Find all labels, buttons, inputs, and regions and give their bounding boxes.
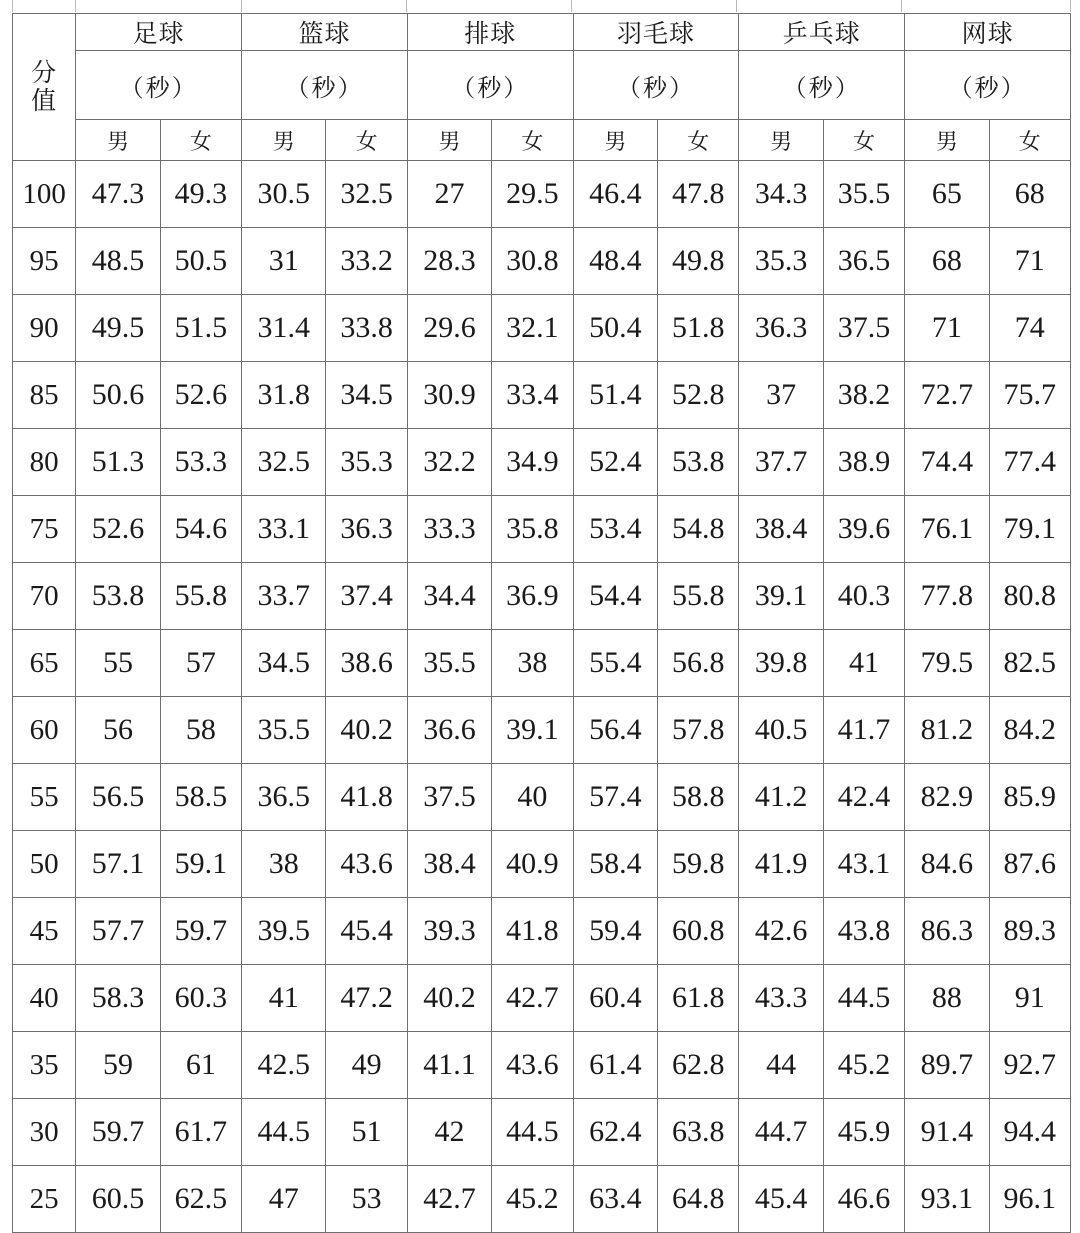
table-cell: 55.8	[160, 563, 241, 630]
table-cell: 60.3	[160, 965, 241, 1032]
table-cell: 54.6	[160, 496, 241, 563]
table-cell: 77.4	[989, 429, 1070, 496]
table-cell: 68	[905, 228, 989, 295]
table-cell: 44.7	[739, 1099, 823, 1166]
table-cell: 55.8	[658, 563, 739, 630]
table-cell: 38.9	[823, 429, 904, 496]
table-cell: 32.5	[326, 161, 407, 228]
table-cell: 48.5	[76, 228, 160, 295]
table-cell: 56.5	[76, 764, 160, 831]
table-cell: 44.5	[242, 1099, 326, 1166]
table-cell: 33.8	[326, 295, 407, 362]
table-cell: 74	[989, 295, 1070, 362]
table-cell: 35.5	[823, 161, 904, 228]
table-cell: 55.4	[573, 630, 657, 697]
table-cell: 85.9	[989, 764, 1070, 831]
table-cell: 53.8	[658, 429, 739, 496]
header-gender-male-soccer: 男	[76, 120, 160, 161]
table-cell: 38.4	[407, 831, 491, 898]
table-cell: 38.4	[739, 496, 823, 563]
header-gender-female-volleyball: 女	[492, 120, 573, 161]
table-cell: 58.8	[658, 764, 739, 831]
table-cell: 68	[989, 161, 1070, 228]
table-cell: 35.3	[326, 429, 407, 496]
table-row	[13, 228, 1071, 295]
table-row	[13, 429, 1071, 496]
table-cell: 36.9	[492, 563, 573, 630]
table-cell: 58.5	[160, 764, 241, 831]
table-cell: 34.4	[407, 563, 491, 630]
table-cell: 33.4	[492, 362, 573, 429]
header-sport-tabletennis: 乒乓球	[739, 14, 905, 51]
table-cell: 53	[326, 1166, 407, 1233]
table-cell: 60.4	[573, 965, 657, 1032]
table-cell: 47.8	[658, 161, 739, 228]
table-cell: 30.5	[242, 161, 326, 228]
table-cell: 86.3	[905, 898, 989, 965]
table-cell: 62.4	[573, 1099, 657, 1166]
table-row	[13, 697, 1071, 764]
table-cell: 40.3	[823, 563, 904, 630]
table-cell: 45.9	[823, 1099, 904, 1166]
table-cell: 45.4	[739, 1166, 823, 1233]
table-cell: 39.6	[823, 496, 904, 563]
table-cell: 35.8	[492, 496, 573, 563]
table-cell: 46.6	[823, 1166, 904, 1233]
table-cell: 52.6	[76, 496, 160, 563]
table-cell: 40.2	[407, 965, 491, 1032]
table-cell: 71	[989, 228, 1070, 295]
row-score-value: 90	[13, 295, 76, 362]
table-cell: 31.4	[242, 295, 326, 362]
table-cell: 46.4	[573, 161, 657, 228]
cut-off-row-above	[12, 0, 1071, 12]
table-cell: 55	[76, 630, 160, 697]
table-cell: 36.3	[739, 295, 823, 362]
header-gender-female-basketball: 女	[326, 120, 407, 161]
table-cell: 84.6	[905, 831, 989, 898]
table-row	[13, 1099, 1071, 1166]
table-cell: 33.7	[242, 563, 326, 630]
header-unit-volleyball: （秒）	[407, 51, 573, 120]
header-gender-male-basketball: 男	[242, 120, 326, 161]
table-cell: 34.5	[326, 362, 407, 429]
table-cell: 60.8	[658, 898, 739, 965]
table-cell: 39.1	[492, 697, 573, 764]
table-cell: 38.6	[326, 630, 407, 697]
table-cell: 79.5	[905, 630, 989, 697]
table-cell: 56	[76, 697, 160, 764]
table-cell: 93.1	[905, 1166, 989, 1233]
header-score-char-2: 值	[31, 87, 58, 115]
table-row	[13, 965, 1071, 1032]
header-gender-male-badminton: 男	[573, 120, 657, 161]
table-cell: 39.1	[739, 563, 823, 630]
table-cell: 33.2	[326, 228, 407, 295]
row-score-value: 55	[13, 764, 76, 831]
score-conversion-table	[12, 13, 1071, 1233]
table-cell: 36.5	[242, 764, 326, 831]
table-cell: 43.6	[326, 831, 407, 898]
header-gender-male-tabletennis: 男	[739, 120, 823, 161]
table-cell: 43.3	[739, 965, 823, 1032]
table-cell: 84.2	[989, 697, 1070, 764]
table-row	[13, 898, 1071, 965]
table-cell: 41	[242, 965, 326, 1032]
score-conversion-table-container	[12, 13, 1071, 1233]
table-row	[13, 831, 1071, 898]
table-cell: 91.4	[905, 1099, 989, 1166]
table-row	[13, 1166, 1071, 1233]
table-cell: 92.7	[989, 1032, 1070, 1099]
table-cell: 57.4	[573, 764, 657, 831]
table-cell: 71	[905, 295, 989, 362]
table-cell: 94.4	[989, 1099, 1070, 1166]
table-cell: 47	[242, 1166, 326, 1233]
table-cell: 62.8	[658, 1032, 739, 1099]
table-cell: 49.3	[160, 161, 241, 228]
table-cell: 52.4	[573, 429, 657, 496]
table-cell: 59.7	[160, 898, 241, 965]
table-cell: 50.4	[573, 295, 657, 362]
table-cell: 44	[739, 1032, 823, 1099]
table-cell: 53.3	[160, 429, 241, 496]
table-cell: 50.5	[160, 228, 241, 295]
row-score-value: 45	[13, 898, 76, 965]
table-cell: 37.5	[407, 764, 491, 831]
row-score-value: 40	[13, 965, 76, 1032]
table-cell: 63.4	[573, 1166, 657, 1233]
table-cell: 59	[76, 1032, 160, 1099]
table-cell: 49.8	[658, 228, 739, 295]
table-cell: 61	[160, 1032, 241, 1099]
header-unit-soccer: （秒）	[76, 51, 242, 120]
header-sport-basketball: 篮球	[242, 14, 408, 51]
table-cell: 44.5	[492, 1099, 573, 1166]
table-cell: 74.4	[905, 429, 989, 496]
row-score-value: 35	[13, 1032, 76, 1099]
table-cell: 57.1	[76, 831, 160, 898]
table-cell: 42.7	[492, 965, 573, 1032]
table-cell: 51	[326, 1099, 407, 1166]
table-cell: 87.6	[989, 831, 1070, 898]
table-cell: 89.7	[905, 1032, 989, 1099]
table-cell: 38	[242, 831, 326, 898]
table-cell: 82.9	[905, 764, 989, 831]
table-cell: 43.1	[823, 831, 904, 898]
row-score-value: 70	[13, 563, 76, 630]
table-cell: 49	[326, 1032, 407, 1099]
table-cell: 32.2	[407, 429, 491, 496]
table-cell: 41.1	[407, 1032, 491, 1099]
table-cell: 44.5	[823, 965, 904, 1032]
table-cell: 27	[407, 161, 491, 228]
header-score-label	[13, 14, 76, 161]
header-gender-female-tabletennis: 女	[823, 120, 904, 161]
table-cell: 41.7	[823, 697, 904, 764]
table-cell: 42.4	[823, 764, 904, 831]
table-row	[13, 630, 1071, 697]
table-cell: 33.3	[407, 496, 491, 563]
table-cell: 36.5	[823, 228, 904, 295]
table-cell: 40.9	[492, 831, 573, 898]
table-cell: 96.1	[989, 1166, 1070, 1233]
table-cell: 63.8	[658, 1099, 739, 1166]
table-cell: 39.3	[407, 898, 491, 965]
table-cell: 31	[242, 228, 326, 295]
table-cell: 49.5	[76, 295, 160, 362]
table-cell: 37	[739, 362, 823, 429]
table-cell: 58	[160, 697, 241, 764]
table-cell: 59.8	[658, 831, 739, 898]
table-cell: 56.8	[658, 630, 739, 697]
table-cell: 29.6	[407, 295, 491, 362]
table-cell: 40	[492, 764, 573, 831]
table-cell: 38	[492, 630, 573, 697]
table-row	[13, 295, 1071, 362]
row-score-value: 100	[13, 161, 76, 228]
table-cell: 34.5	[242, 630, 326, 697]
table-cell: 75.7	[989, 362, 1070, 429]
table-row	[13, 161, 1071, 228]
table-cell: 42.6	[739, 898, 823, 965]
table-cell: 35.5	[242, 697, 326, 764]
table-cell: 60.5	[76, 1166, 160, 1233]
header-gender-male-tennis: 男	[905, 120, 989, 161]
header-sport-badminton: 羽毛球	[573, 14, 739, 51]
table-cell: 81.2	[905, 697, 989, 764]
table-cell: 91	[989, 965, 1070, 1032]
table-cell: 29.5	[492, 161, 573, 228]
table-cell: 40.5	[739, 697, 823, 764]
table-cell: 34.9	[492, 429, 573, 496]
header-unit-tennis: （秒）	[905, 51, 1071, 120]
table-cell: 30.9	[407, 362, 491, 429]
table-cell: 54.8	[658, 496, 739, 563]
header-unit-basketball: （秒）	[242, 51, 408, 120]
table-cell: 57	[160, 630, 241, 697]
header-unit-tabletennis: （秒）	[739, 51, 905, 120]
table-cell: 88	[905, 965, 989, 1032]
table-cell: 41	[823, 630, 904, 697]
header-gender-male-volleyball: 男	[407, 120, 491, 161]
table-cell: 52.6	[160, 362, 241, 429]
table-cell: 35.3	[739, 228, 823, 295]
table-cell: 36.3	[326, 496, 407, 563]
table-cell: 61.8	[658, 965, 739, 1032]
table-cell: 82.5	[989, 630, 1070, 697]
table-cell: 53.4	[573, 496, 657, 563]
table-cell: 37.7	[739, 429, 823, 496]
table-cell: 42	[407, 1099, 491, 1166]
header-score-char-1: 分	[31, 59, 58, 87]
table-cell: 41.8	[492, 898, 573, 965]
table-cell: 54.4	[573, 563, 657, 630]
table-cell: 30.8	[492, 228, 573, 295]
table-cell: 59.1	[160, 831, 241, 898]
table-cell: 31.8	[242, 362, 326, 429]
table-cell: 59.4	[573, 898, 657, 965]
table-cell: 45.4	[326, 898, 407, 965]
table-cell: 51.5	[160, 295, 241, 362]
table-cell: 59.7	[76, 1099, 160, 1166]
table-cell: 48.4	[573, 228, 657, 295]
table-cell: 80.8	[989, 563, 1070, 630]
table-cell: 40.2	[326, 697, 407, 764]
row-score-value: 25	[13, 1166, 76, 1233]
table-cell: 34.3	[739, 161, 823, 228]
table-cell: 76.1	[905, 496, 989, 563]
table-cell: 72.7	[905, 362, 989, 429]
table-cell: 43.6	[492, 1032, 573, 1099]
header-unit-badminton: （秒）	[573, 51, 739, 120]
header-gender-female-soccer: 女	[160, 120, 241, 161]
table-cell: 39.8	[739, 630, 823, 697]
table-body	[13, 161, 1071, 1233]
table-cell: 65	[905, 161, 989, 228]
table-cell: 50.6	[76, 362, 160, 429]
header-row-sport	[13, 14, 1071, 51]
header-gender-female-badminton: 女	[658, 120, 739, 161]
table-cell: 57.7	[76, 898, 160, 965]
table-cell: 56.4	[573, 697, 657, 764]
table-cell: 89.3	[989, 898, 1070, 965]
table-cell: 33.1	[242, 496, 326, 563]
table-cell: 45.2	[823, 1032, 904, 1099]
table-cell: 37.5	[823, 295, 904, 362]
row-score-value: 95	[13, 228, 76, 295]
table-row	[13, 496, 1071, 563]
table-row	[13, 1032, 1071, 1099]
table-cell: 57.8	[658, 697, 739, 764]
table-cell: 42.7	[407, 1166, 491, 1233]
table-cell: 37.4	[326, 563, 407, 630]
table-cell: 58.3	[76, 965, 160, 1032]
row-score-value: 80	[13, 429, 76, 496]
table-cell: 51.3	[76, 429, 160, 496]
row-score-value: 75	[13, 496, 76, 563]
table-row	[13, 362, 1071, 429]
table-cell: 28.3	[407, 228, 491, 295]
table-cell: 47.2	[326, 965, 407, 1032]
table-cell: 47.3	[76, 161, 160, 228]
table-cell: 58.4	[573, 831, 657, 898]
table-cell: 64.8	[658, 1166, 739, 1233]
table-header	[13, 14, 1071, 161]
table-cell: 61.7	[160, 1099, 241, 1166]
table-cell: 52.8	[658, 362, 739, 429]
row-score-value: 30	[13, 1099, 76, 1166]
row-score-value: 50	[13, 831, 76, 898]
row-score-value: 85	[13, 362, 76, 429]
table-cell: 32.5	[242, 429, 326, 496]
header-gender-female-tennis: 女	[989, 120, 1070, 161]
table-cell: 45.2	[492, 1166, 573, 1233]
table-cell: 42.5	[242, 1032, 326, 1099]
header-sport-tennis: 网球	[905, 14, 1071, 51]
row-score-value: 60	[13, 697, 76, 764]
table-cell: 35.5	[407, 630, 491, 697]
row-score-value: 65	[13, 630, 76, 697]
table-cell: 53.8	[76, 563, 160, 630]
header-row-unit	[13, 51, 1071, 120]
table-cell: 32.1	[492, 295, 573, 362]
header-sport-volleyball: 排球	[407, 14, 573, 51]
table-cell: 38.2	[823, 362, 904, 429]
table-cell: 51.8	[658, 295, 739, 362]
table-cell: 43.8	[823, 898, 904, 965]
table-row	[13, 764, 1071, 831]
table-cell: 41.2	[739, 764, 823, 831]
table-cell: 41.8	[326, 764, 407, 831]
table-cell: 39.5	[242, 898, 326, 965]
header-row-gender	[13, 120, 1071, 161]
table-cell: 61.4	[573, 1032, 657, 1099]
table-cell: 51.4	[573, 362, 657, 429]
table-cell: 62.5	[160, 1166, 241, 1233]
table-cell: 41.9	[739, 831, 823, 898]
table-cell: 36.6	[407, 697, 491, 764]
header-sport-soccer: 足球	[76, 14, 242, 51]
table-row	[13, 563, 1071, 630]
table-cell: 77.8	[905, 563, 989, 630]
table-cell: 79.1	[989, 496, 1070, 563]
